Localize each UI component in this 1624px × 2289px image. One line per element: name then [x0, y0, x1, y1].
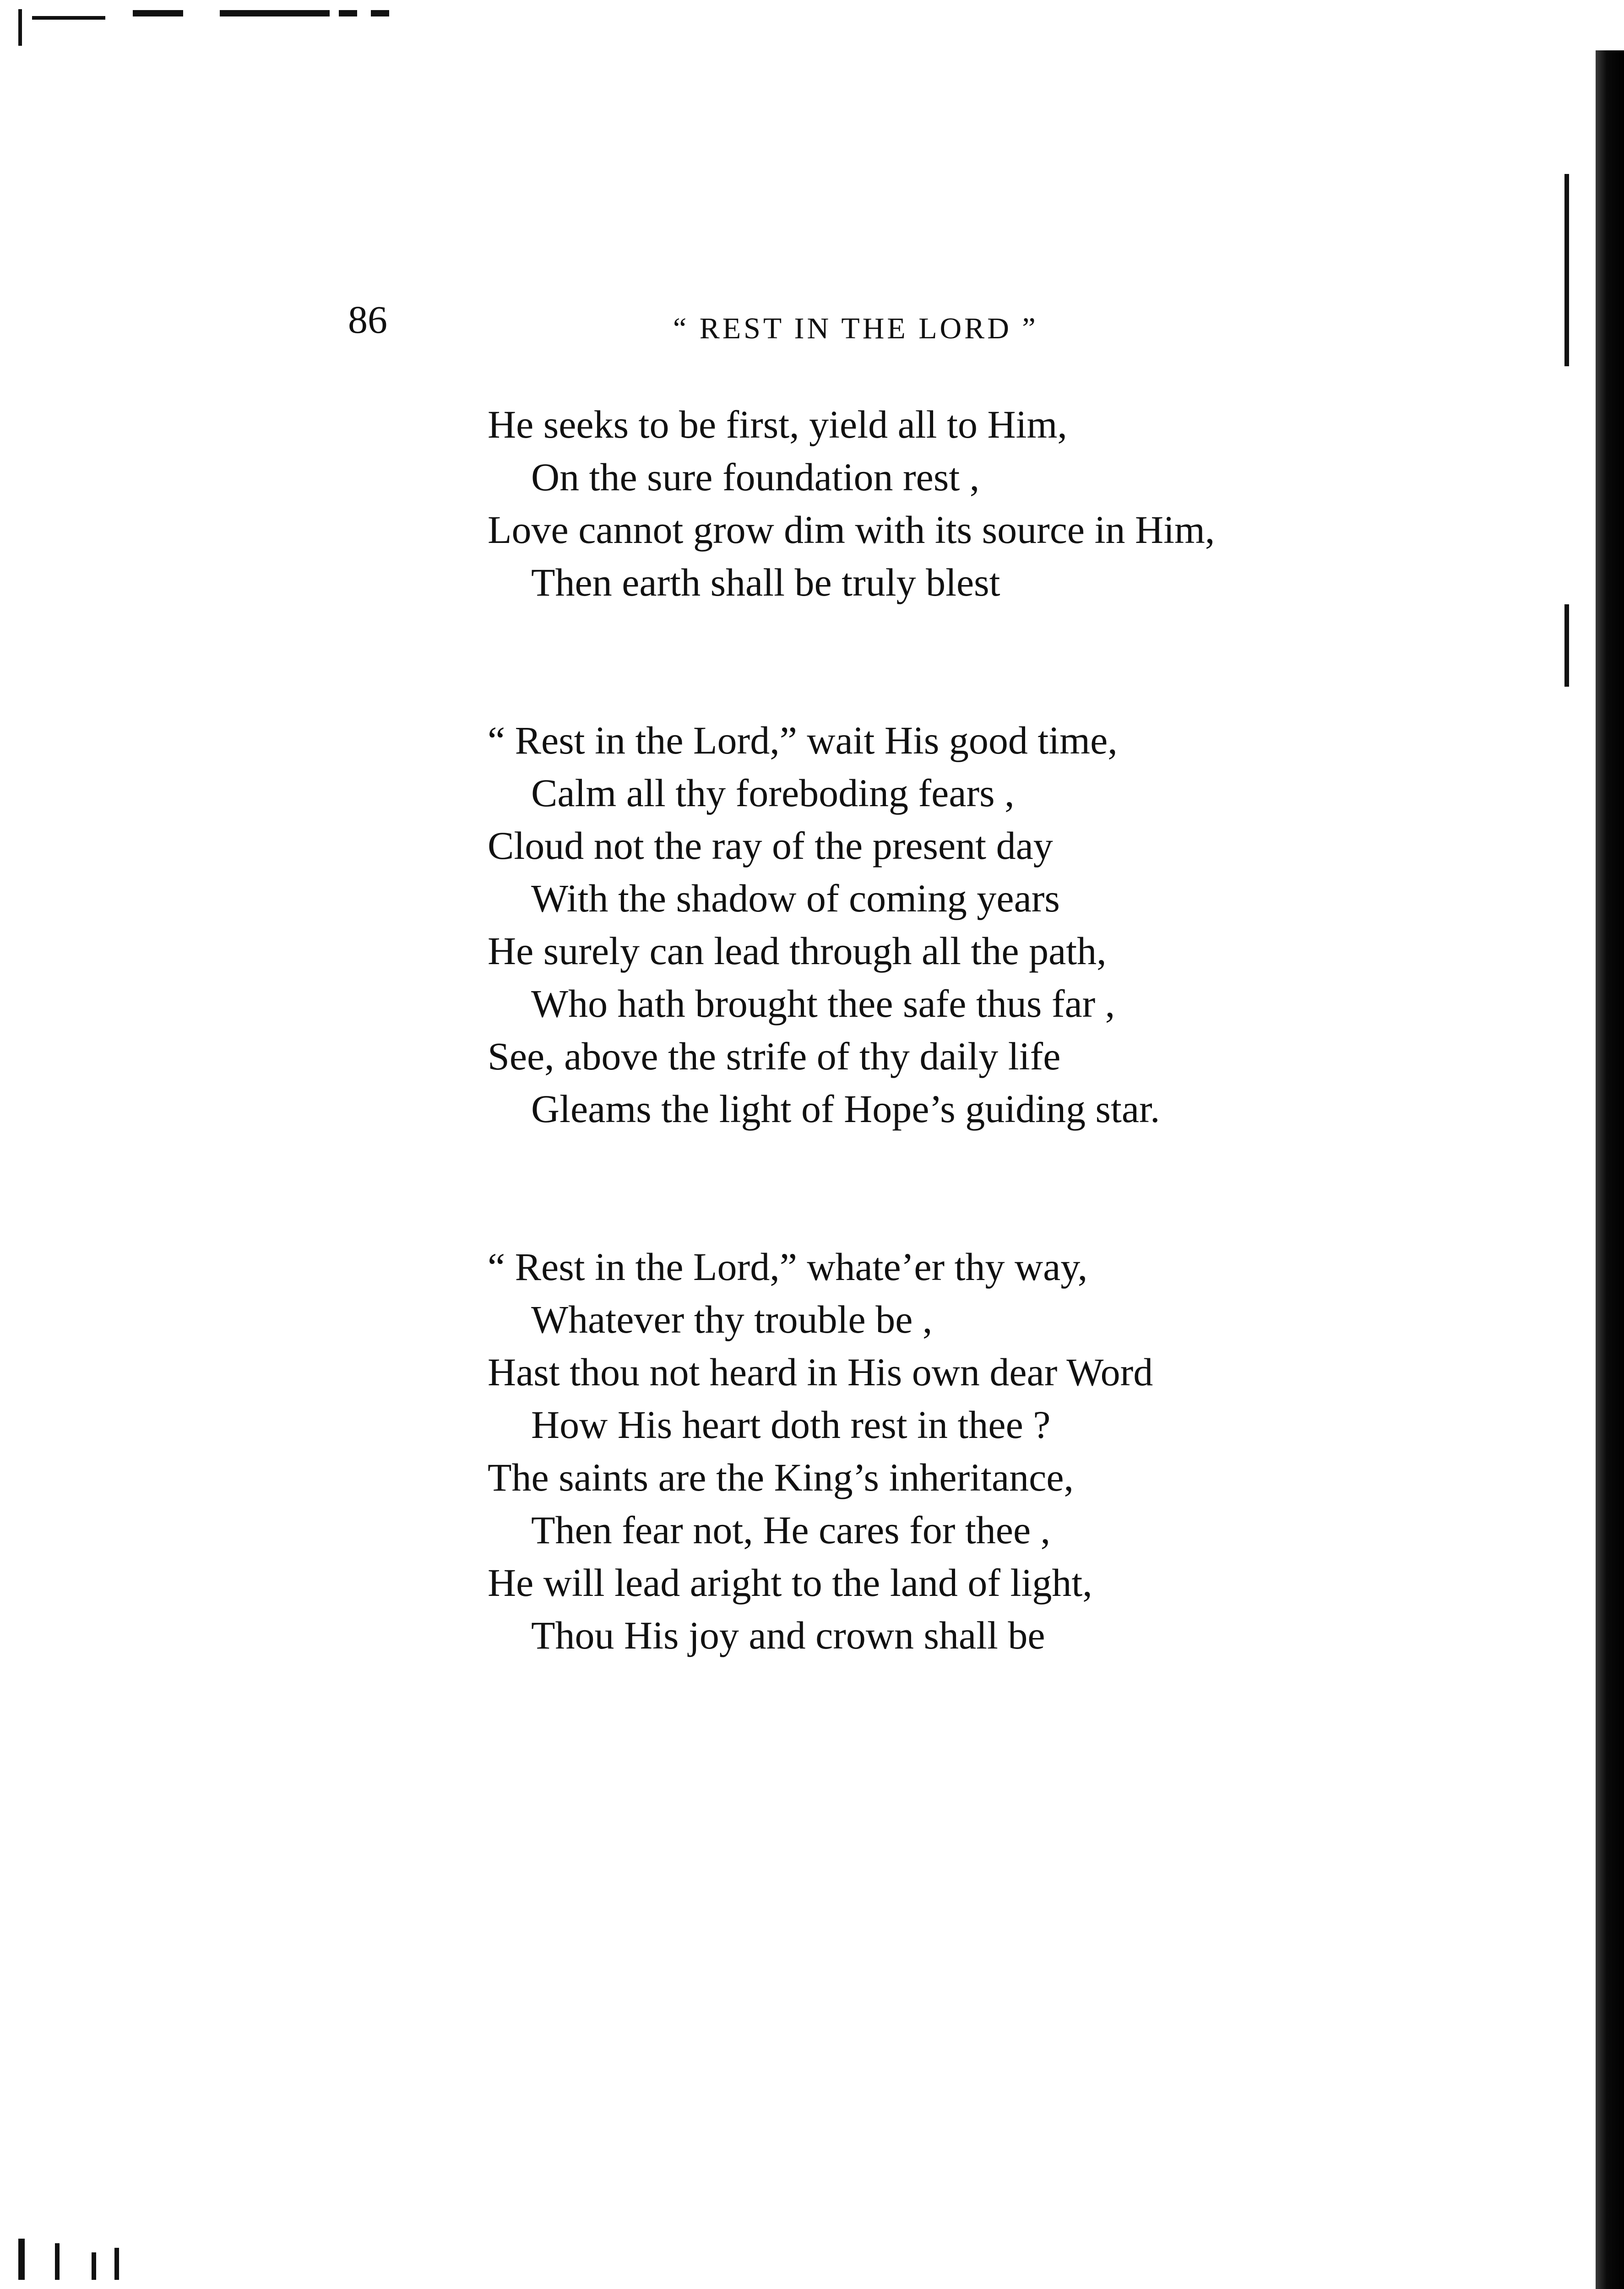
- scan-artifact-top-dash: [220, 10, 330, 16]
- scan-artifact-bottom-left: [55, 2243, 60, 2280]
- poem-line: With the shadow of coming years: [531, 876, 1060, 920]
- poem-line: Cloud not the ray of the present day: [488, 824, 1053, 868]
- scan-artifact-bottom-left: [18, 2239, 25, 2280]
- poem-line: The saints are the King’s inheritance,: [488, 1455, 1074, 1499]
- poem-line: Hast thou not heard in His own dear Word: [488, 1350, 1153, 1394]
- scan-artifact-top-dash: [339, 10, 357, 16]
- scan-edge-line: [1564, 174, 1569, 366]
- poem-line: Then fear not, He cares for thee ,: [531, 1508, 1051, 1552]
- scan-artifact-top-dash: [371, 10, 389, 16]
- poem-line: How His heart doth rest in thee ?: [531, 1403, 1051, 1447]
- poem-line: Gleams the light of Hope’s guiding star.: [531, 1087, 1160, 1131]
- poem-line: Love cannot grow dim with its source in Him,: [488, 508, 1215, 552]
- poem-line: Thou His joy and crown shall be: [531, 1613, 1045, 1657]
- poem-line: He seeks to be first, yield all to Him,: [488, 402, 1067, 446]
- scan-artifact-top-dash: [133, 10, 183, 16]
- scan-artifact-bottom-left: [114, 2248, 119, 2280]
- poem-line: He will lead aright to the land of light,: [488, 1561, 1092, 1605]
- stanza: [488, 1241, 1403, 1662]
- running-title: “ REST IN THE LORD ”: [673, 312, 1038, 345]
- poem-body: [488, 398, 1403, 1767]
- scan-artifact-top-left: [32, 16, 105, 20]
- stanza: [488, 398, 1403, 609]
- poem-line: Then earth shall be truly blest: [531, 560, 1000, 604]
- poem-line: Who hath brought thee safe thus far ,: [531, 982, 1115, 1025]
- poem-line: “ Rest in the Lord,” whate’er thy way,: [488, 1245, 1088, 1289]
- page-number: 86: [348, 298, 387, 342]
- scan-artifact-bottom-left: [92, 2252, 96, 2280]
- poem-line: On the sure foundation rest ,: [531, 455, 980, 499]
- poem-line: Calm all thy foreboding fears ,: [531, 771, 1015, 815]
- scan-edge-line: [1564, 604, 1569, 687]
- poem-line: “ Rest in the Lord,” wait His good time,: [488, 718, 1118, 762]
- poem-line: Whatever thy trouble be ,: [531, 1297, 933, 1341]
- scan-artifact-top-left: [18, 9, 22, 46]
- poem-line: See, above the strife of thy daily life: [488, 1034, 1061, 1078]
- stanza: [488, 714, 1403, 1135]
- scan-page-edge: [1596, 50, 1624, 2289]
- poem-line: He surely can lead through all the path,: [488, 929, 1107, 973]
